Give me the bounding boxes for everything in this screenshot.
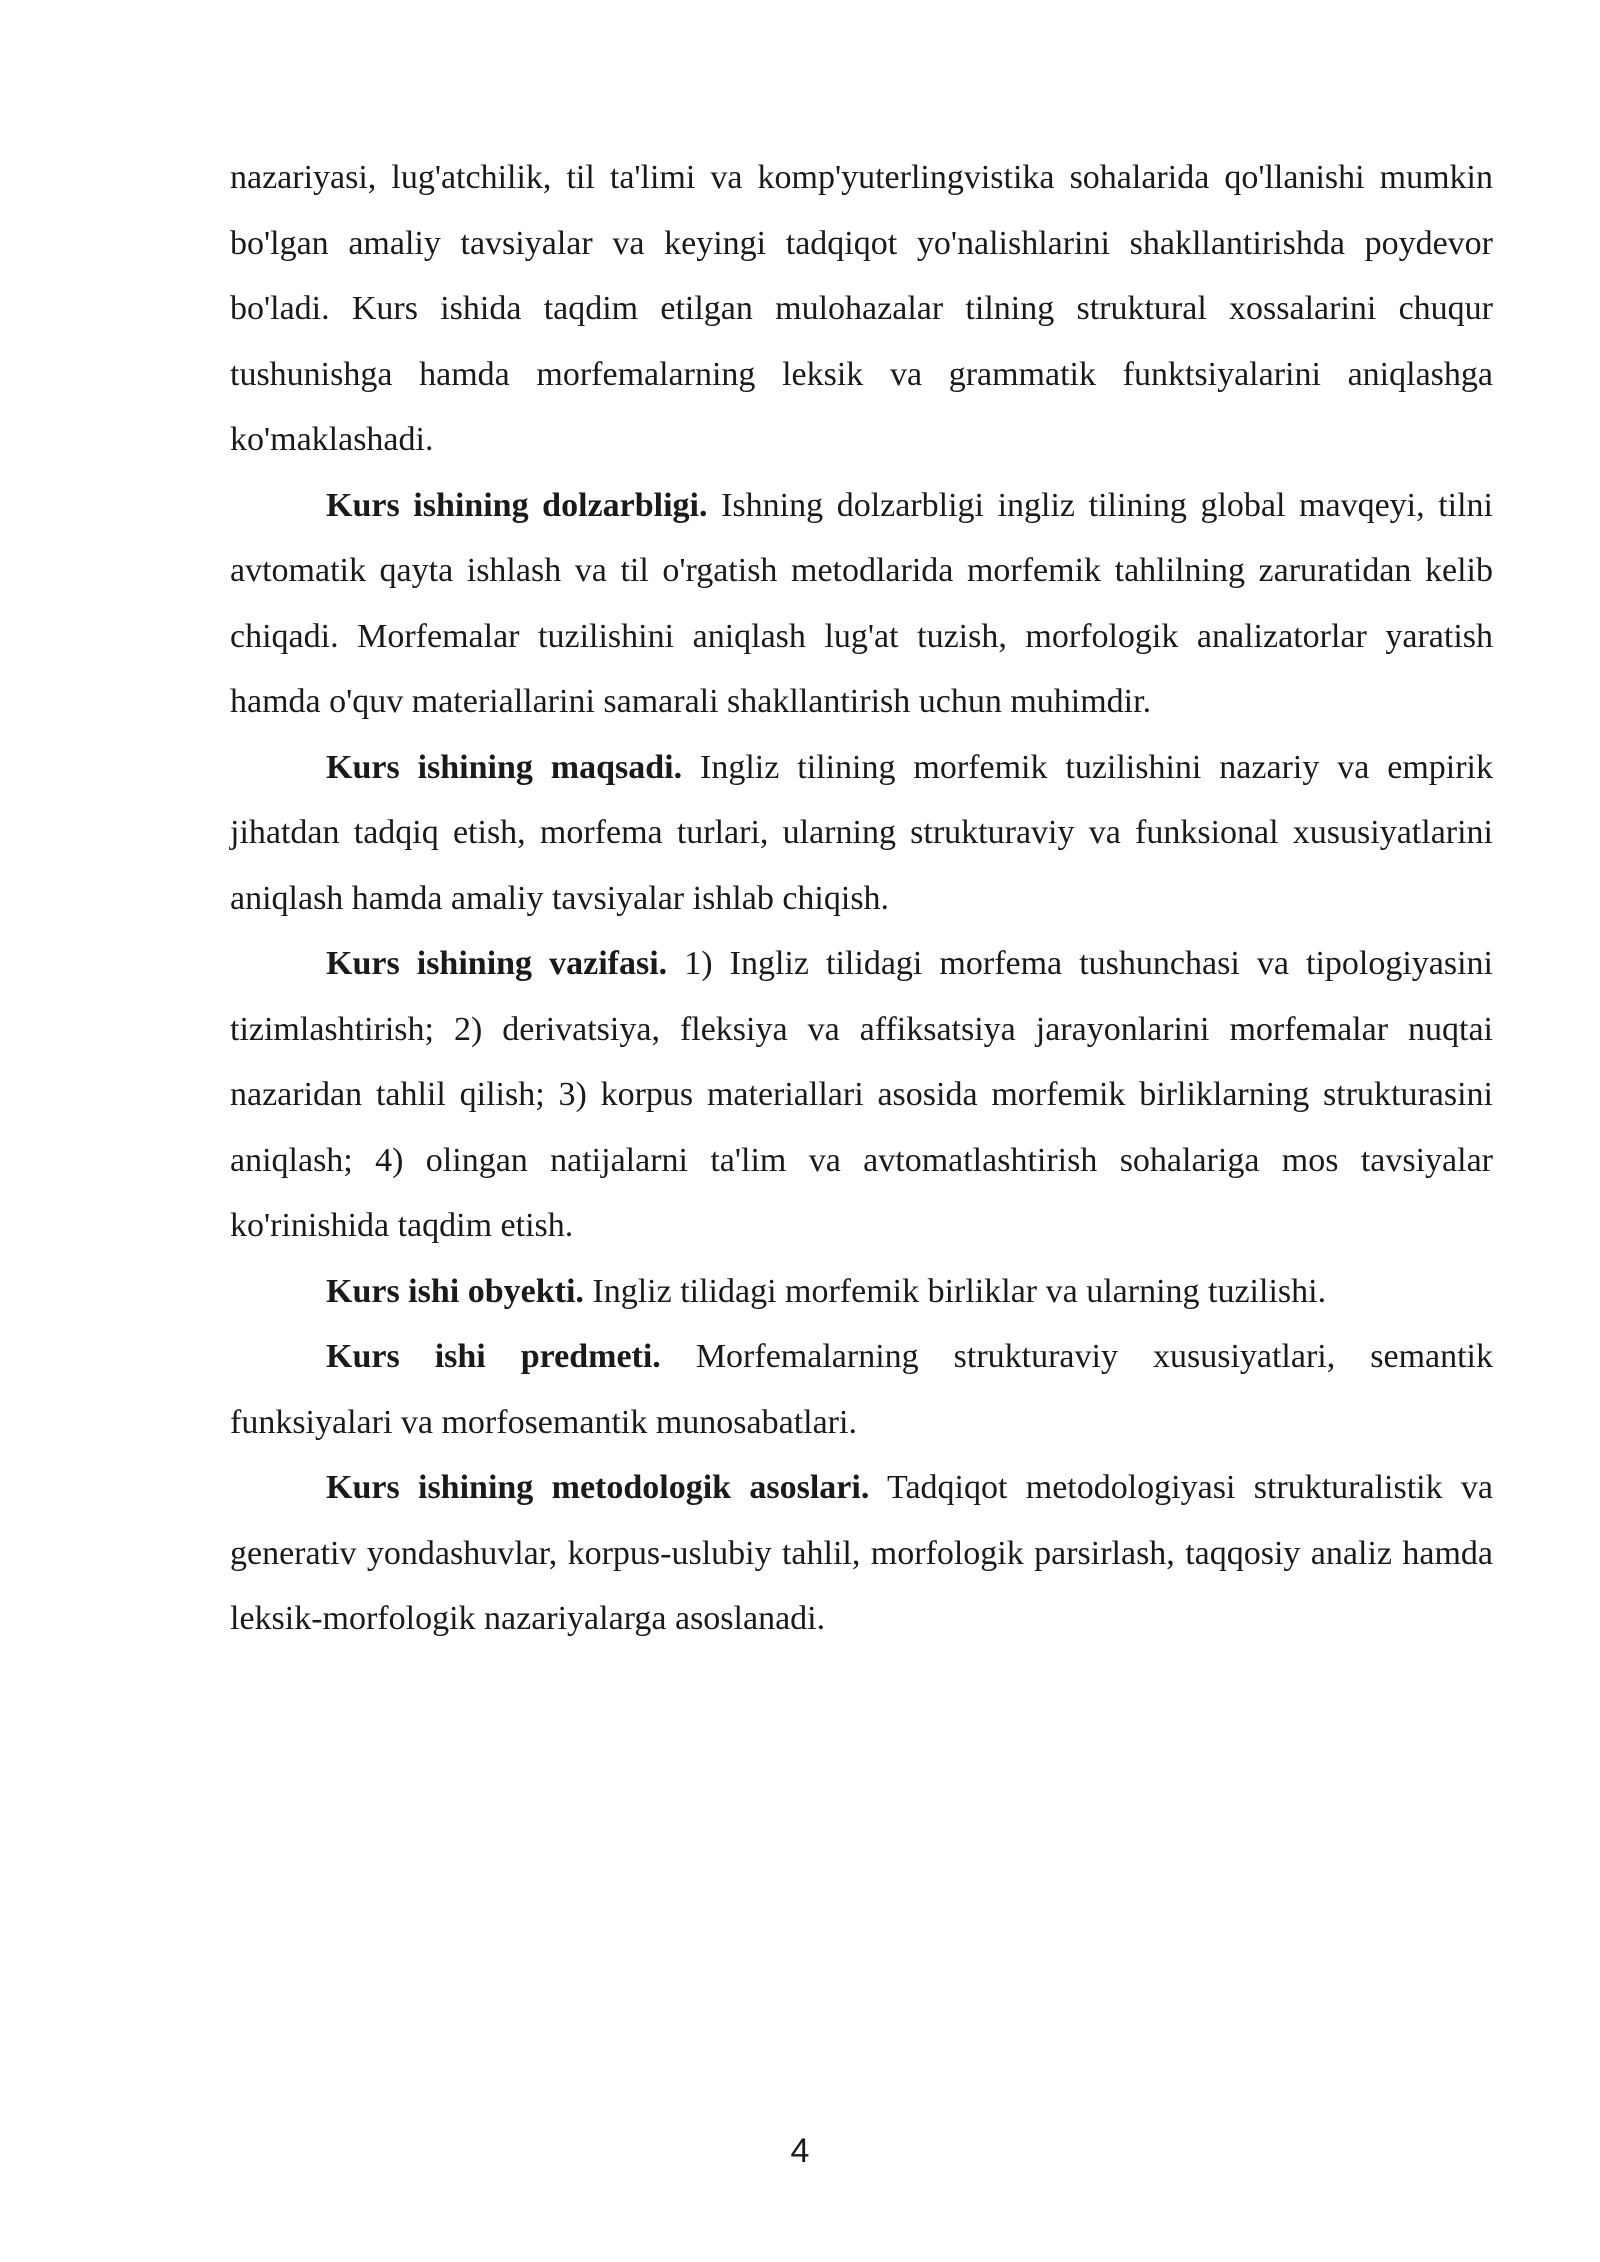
paragraph-metodologik-asoslari bbox=[230, 1455, 1493, 1652]
paragraph-text: Ingliz tilining morfemik tuzilishini nazariy va empirik jihatdan tadqiq etish, morfema turlari, ularning strukturaviy va funksional xususiyatlarini aniqlash hamda amaliy tavsiyalar ishlab chiqish. bbox=[230, 748, 1494, 917]
paragraph-text: 1) Ingliz tilidagi morfema tushunchasi va tipologiyasini tizimlashtirish; 2) derivatsiya, fleksiya va affiksatsiya jarayonlarini morfemalar nuqtai nazaridan tahlil qilish; 3) korpus materiallari asosida morfemik birliklarning strukturasini aniqlash; 4) olingan natijalarni ta'lim va avtomatlashtirish sohalariga mos tavsiyalar ko'rinishida taqdim etish. bbox=[230, 945, 1494, 1244]
paragraph-text: Ingliz tilidagi morfemik birliklar va ularning tuzilishi. bbox=[583, 1272, 1327, 1310]
paragraph-text: nazariyasi, lug'atchilik, til ta'limi va komp'yuterlingvistika sohalarida qo'llanishi mumkin bo'lgan amaliy tavsiyalar va keyingi tadqiqot yo'nalishlarini shakllantirishda poydevor bo'ladi. Kurs ishida taqdim etilgan mulohazalar tilning struktural xossalarini chuqur tushunishga hamda morfemalarning leksik va grammatik funktsiyalarini aniqlashga ko'maklashadi. bbox=[230, 159, 1493, 458]
paragraph-heading: Kurs ishining maqsadi. bbox=[326, 748, 683, 786]
paragraph-heading: Kurs ishi obyekti. bbox=[326, 1272, 584, 1310]
paragraph-obyekti bbox=[230, 1259, 1493, 1325]
paragraph-text: Tadqiqot metodologiyasi strukturalistik va generativ yondashuvlar, korpus-uslubiy tahlil, morfologik parsirlash, taqqosiy analiz hamda leksik-morfologik nazariyalarga asoslanadi. bbox=[230, 1469, 1494, 1637]
paragraph-heading: Kurs ishining vazifasi. bbox=[326, 945, 668, 982]
page-body bbox=[230, 145, 1493, 1652]
paragraph-vazifasi bbox=[230, 931, 1493, 1259]
page-number: 4 bbox=[790, 2132, 810, 2170]
paragraph-predmeti bbox=[230, 1324, 1493, 1455]
paragraph-intro-continuation bbox=[230, 145, 1493, 473]
paragraph-dolzarbligi bbox=[230, 473, 1493, 735]
paragraph-text: Morfemalarning strukturaviy xususiyatlari, semantik funksiyalari va morfosemantik munosabatlari. bbox=[230, 1338, 1493, 1441]
paragraph-heading: Kurs ishining metodologik asoslari. bbox=[326, 1469, 870, 1506]
paragraph-maqsadi bbox=[230, 735, 1493, 932]
paragraph-heading: Kurs ishining dolzarbligi. bbox=[326, 486, 708, 524]
paragraph-heading: Kurs ishi predmeti. bbox=[326, 1338, 661, 1375]
paragraph-text: Ishning dolzarbligi ingliz tilining global mavqeyi, tilni avtomatik qayta ishlash va til o'rgatish metodlarida morfemik tahlilning zaruratidan kelib chiqadi. Morfemalar tuzilishini aniqlash lug'at tuzish, morfologik analizatorlar yaratish hamda o'quv materiallarini samarali shakllantirish uchun muhimdir. bbox=[230, 486, 1494, 720]
